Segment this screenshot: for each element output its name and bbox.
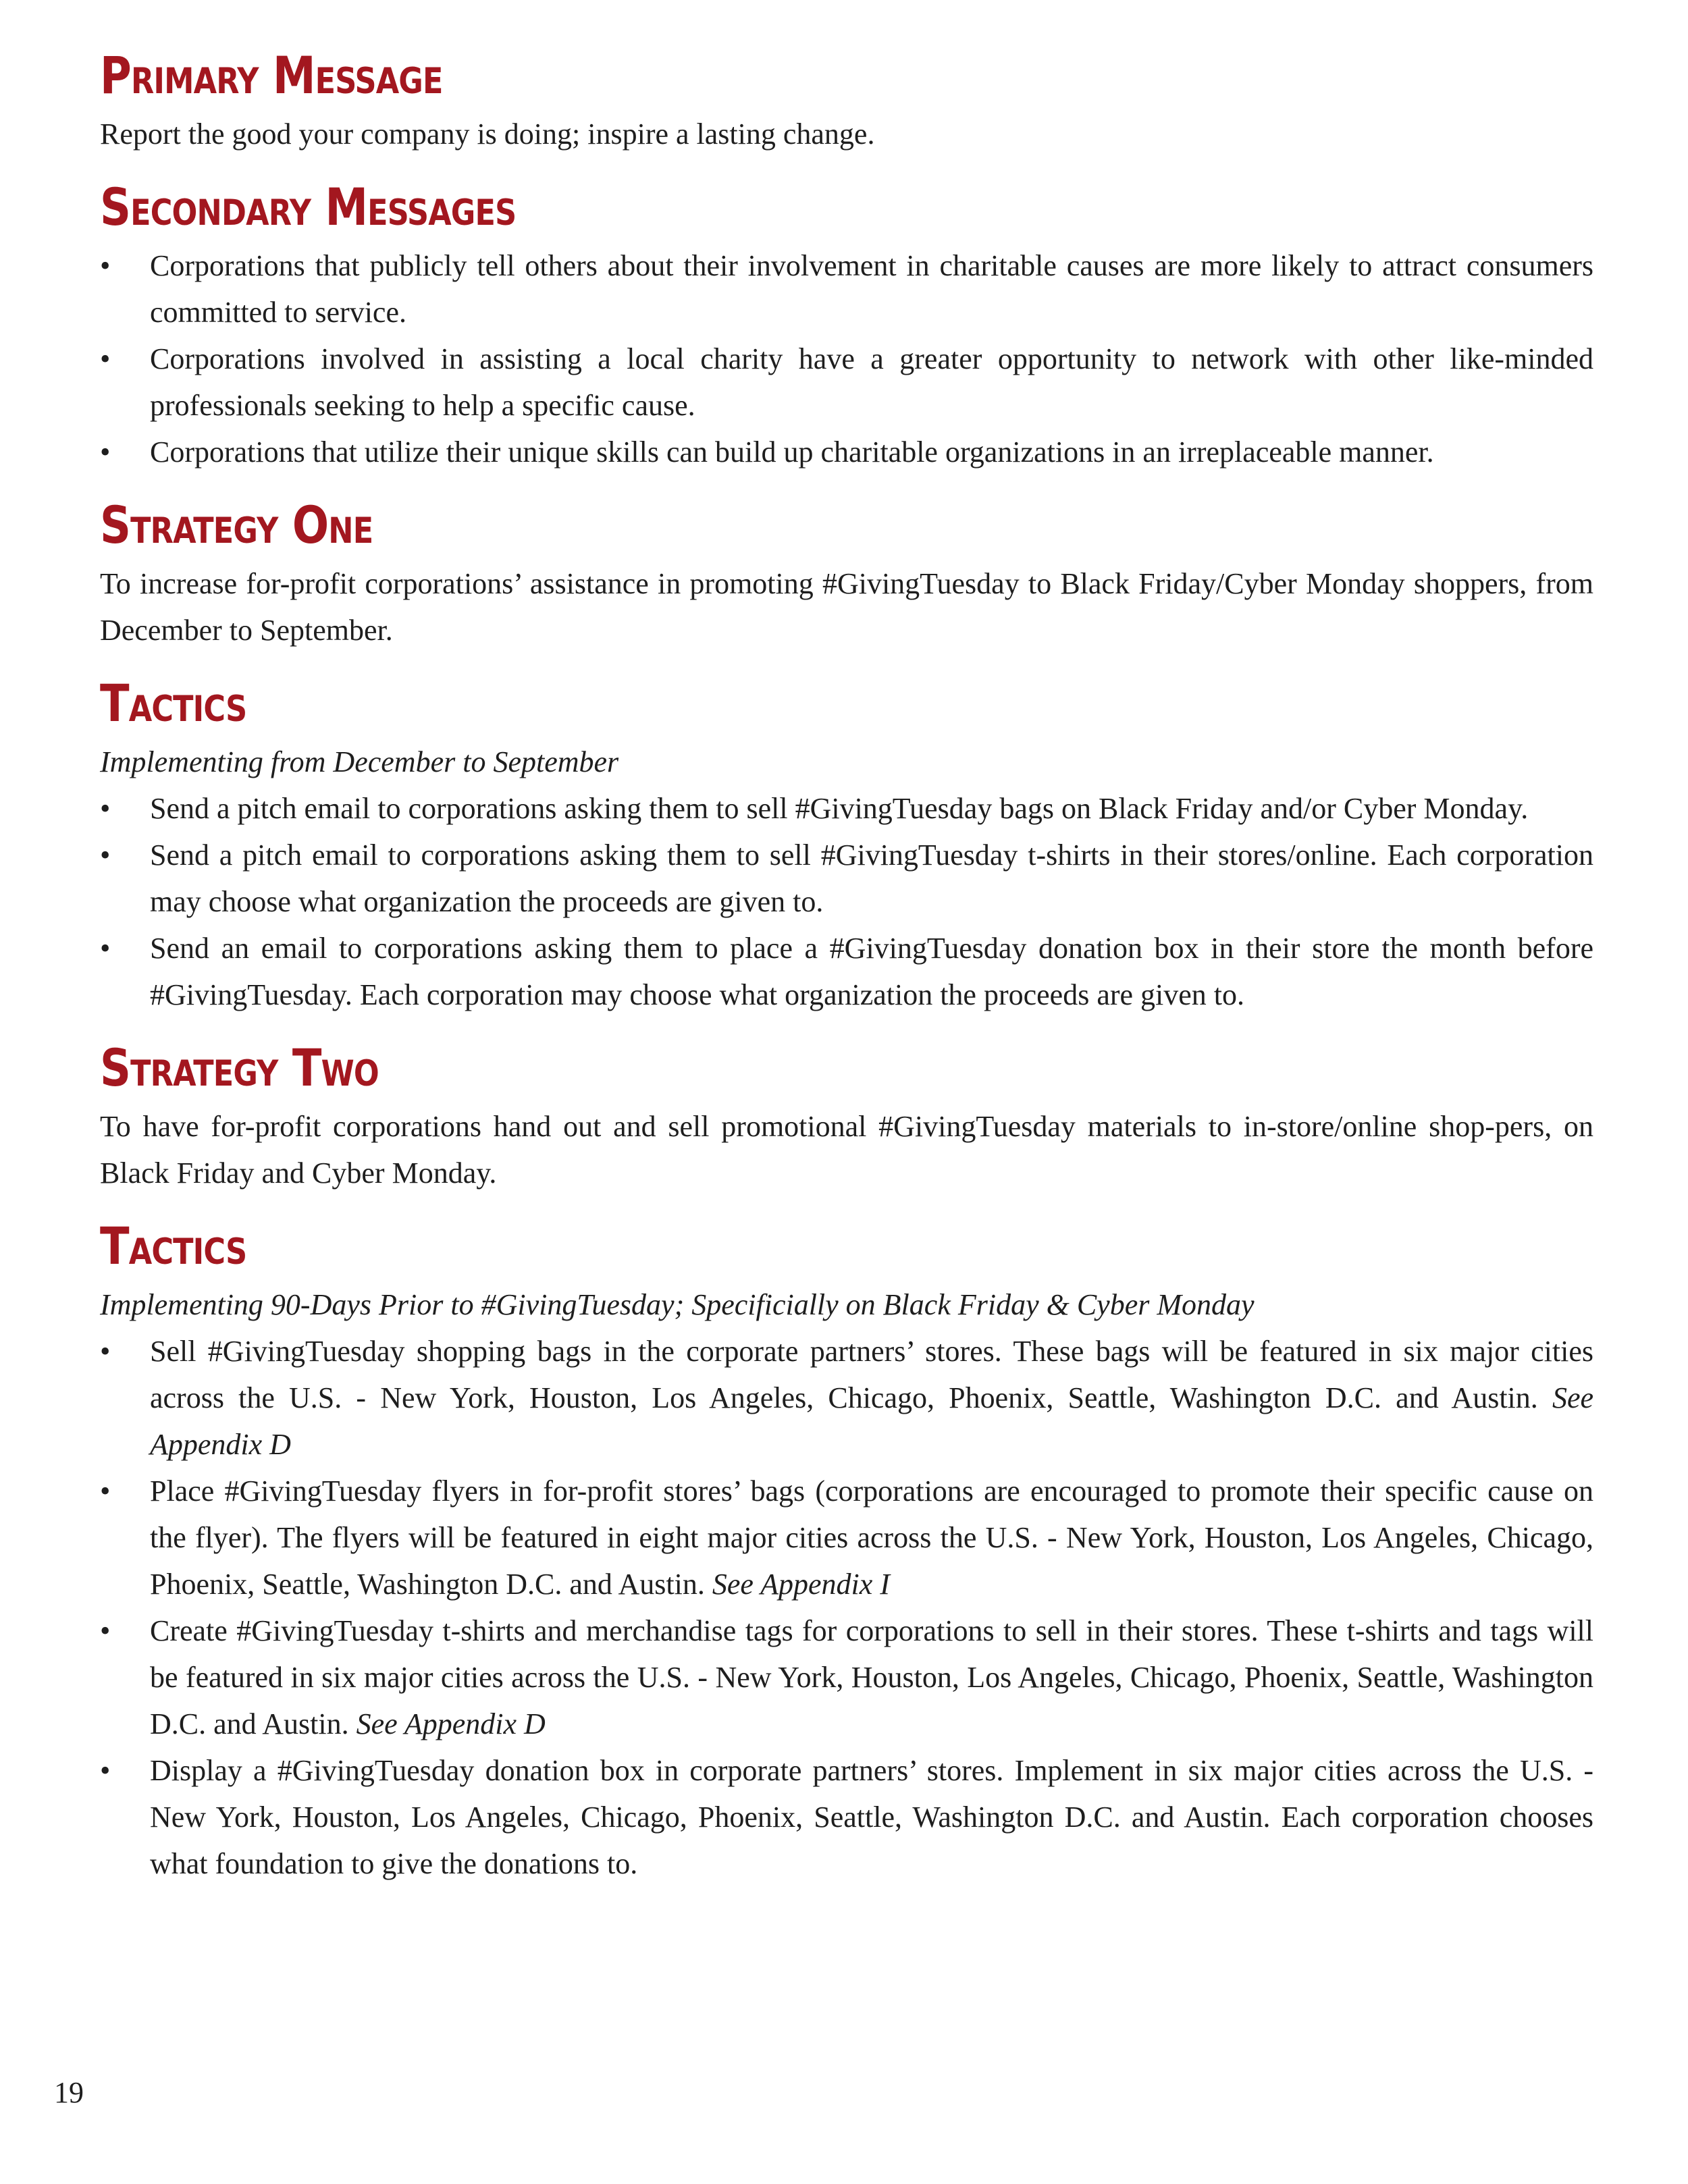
list-item: • Send a pitch email to corporations asking them to sell #GivingTuesday t-shirts in their stores/online. Each corporation may choose what organization the proceeds are given to. [100,832,1593,925]
tactics-one-list [100,785,1593,1018]
tactics-one-heading: Tactics [100,673,247,733]
page-number: 19 [54,2076,84,2109]
strategy-two-heading: Strategy Two [100,1038,379,1098]
tactics-two-heading: Tactics [100,1216,247,1276]
tactics-one-subheading: Implementing from December to September [100,745,619,778]
strategy-one-heading: Strategy One [100,495,373,555]
list-item: • Send an email to corporations asking them to place a #GivingTuesday donation box in their store the month before #GivingTuesday. Each corporation may choose what organization the proceeds are given to. [100,925,1593,1018]
list-item [100,1607,1593,1747]
secondary-messages-list [100,242,1593,475]
primary-message-text: Report the good your company is doing; inspire a lasting change. [100,117,875,151]
list-item: • Corporations involved in assisting a local charity have a greater opportunity to network with other like-minded professionals seeking to help a specific cause. [100,336,1593,429]
list-item: • Corporations that publicly tell others about their involvement in charitable causes are more likely to attract consumers committed to service. [100,242,1593,336]
list-item: • Send a pitch email to corporations asking them to sell #GivingTuesday bags on Black Friday and/or Cyber Monday. [100,785,1593,832]
list-item [100,1747,1593,1887]
tactics-two-list [100,1328,1593,1887]
list-item-text: Display a #GivingTuesday donation box in corporate partners’ stores. Implement in six major cities across the U.S. - New York, Houston, Los Angeles, Chicago, Phoenix, Seattle, Washington D.C. and Austin. Each corporation chooses what foundation to give the donations to. [150,1754,1593,1880]
list-item [100,1328,1593,1468]
list-item [100,1468,1593,1607]
list-item-text: Sell #GivingTuesday shopping bags in the corporate partners’ stores. These bags will be featured in six major cities across the U.S. - New York, Houston, Los Angeles, Chicago, Phoenix, Seattle, Washington D.C. and Austin. [150,1335,1593,1414]
list-item: • Corporations that utilize their unique skills can build up charitable organizations in an irreplaceable manner. [100,429,1593,475]
tactics-two-subheading: Implementing 90-Days Prior to #GivingTuesday; Specificially on Black Friday & Cyber Monday [100,1288,1255,1321]
appendix-reference: See Appendix D [150,1381,1593,1461]
strategy-one-text: To increase for-profit corporations’ assistance in promoting #GivingTuesday to Black Friday/Cyber Monday shoppers, from December to September. [100,567,1593,647]
primary-message-heading: Primary Message [100,45,443,105]
appendix-reference: See Appendix D [356,1707,546,1740]
document-page [100,41,1593,1902]
strategy-two-text: To have for-profit corporations hand out and sell promotional #GivingTuesday materials to in-store/online shop-pers, on Black Friday and Cyber Monday. [100,1110,1593,1190]
appendix-reference: See Appendix I [712,1568,890,1601]
secondary-messages-heading: Secondary Messages [100,177,517,237]
list-item-text: Place #GivingTuesday flyers in for-profit stores’ bags (corporations are encouraged to promote their specific cause on the flyer). The flyers will be featured in eight major cities across the U.S. - New York, Houston, Los Angeles, Chicago, Phoenix, Seattle, Washington D.C. and Austin. [150,1474,1593,1601]
list-item-text: Create #GivingTuesday t-shirts and merchandise tags for corporations to sell in their stores. These t-shirts and tags will be featured in six major cities across the U.S. - New York, Houston, Los Angeles, Chicago, Phoenix, Seattle, Washington D.C. and Austin. [150,1614,1593,1740]
